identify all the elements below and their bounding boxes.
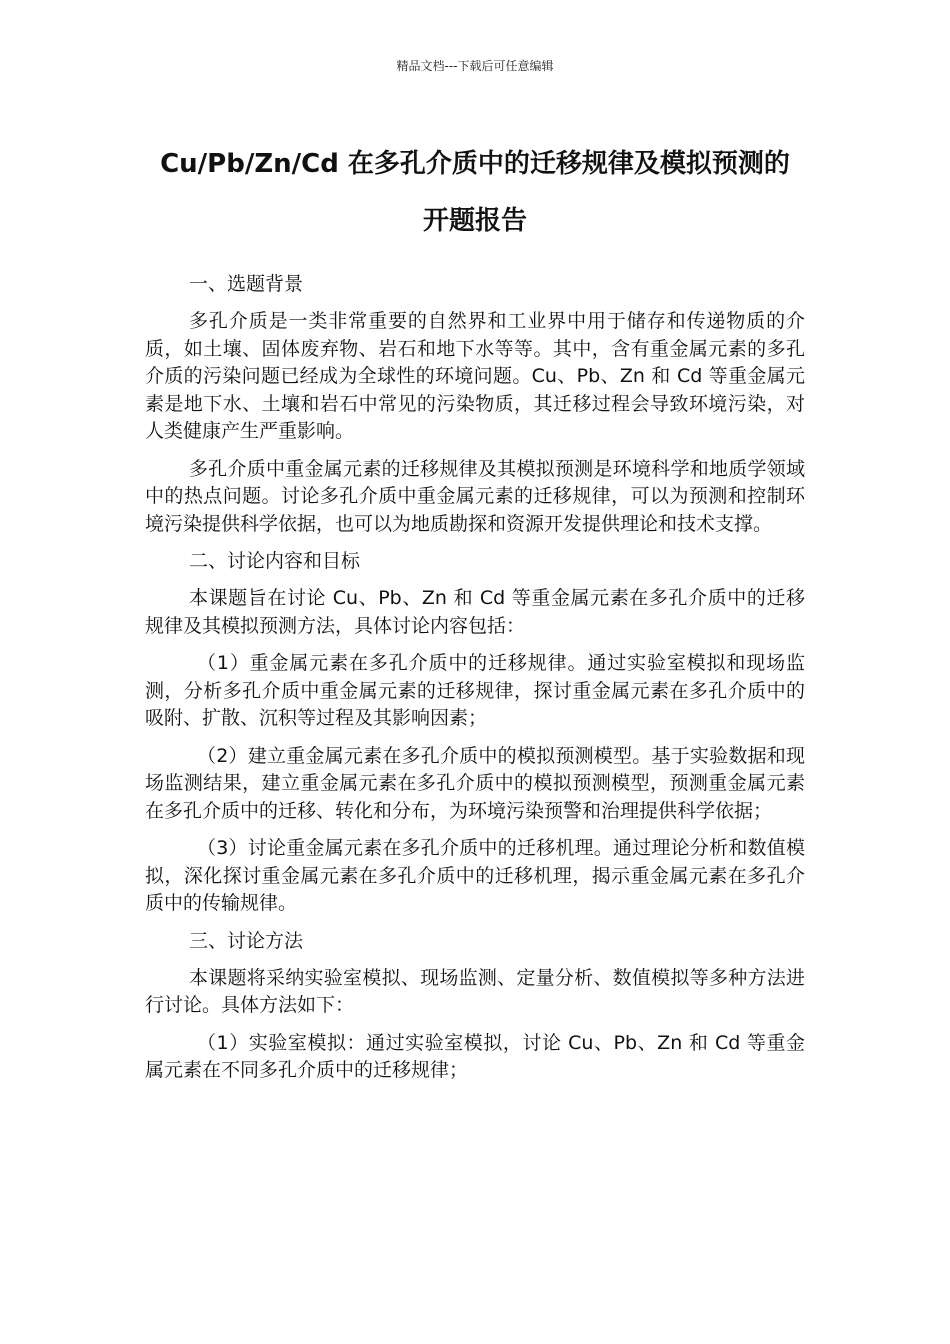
- paragraph-methods-intro: 本课题将采纳实验室模拟、现场监测、定量分析、数值模拟等多种方法进行讨论。具体方法如下：: [145, 966, 805, 1016]
- section-heading-methods: 三、讨论方法: [189, 929, 304, 952]
- section-heading-content-goals: 二、讨论内容和目标: [189, 550, 361, 572]
- paragraph-background-1: 多孔介质是一类非常重要的自然界和工业界中用于储存和传递物质的介质，如土壤、固体废弃物、岩石和地下水等等。其中，含有重金属元素的多孔介质的污染问题已经成为全球性的环境问题。Cu、Pb、Zn 和 Cd 等重金属元素是地下水、土壤和岩石中常见的污染物质，其迁移过程会导致环境污染，对人类健康产生严重影响。: [145, 310, 805, 442]
- title-line-2: 开题报告: [422, 206, 527, 236]
- section-heading-background: 一、选题背景: [189, 273, 304, 295]
- header-note: 精品文档---下载后可任意编辑: [396, 59, 554, 73]
- method-item-1: （1）实验室模拟：通过实验室模拟，讨论 Cu、Pb、Zn 和 Cd 等重金属元素在不同多孔介质中的迁移规律；: [145, 1031, 805, 1081]
- content-item-3: （3）讨论重金属元素在多孔介质中的迁移机理。通过理论分析和数值模拟，深化探讨重金属元素在多孔介质中的迁移机理，揭示重金属元素在多孔介质中的传输规律。: [145, 837, 805, 914]
- document-title: [140, 136, 810, 250]
- paragraph-content-intro: 本课题旨在讨论 Cu、Pb、Zn 和 Cd 等重金属元素在多孔介质中的迁移规律及其模拟预测方法，具体讨论内容包括：: [145, 587, 805, 637]
- title-line-1: Cu/Pb/Zn/Cd 在多孔介质中的迁移规律及模拟预测的: [160, 149, 790, 179]
- paragraph-background-2: 多孔介质中重金属元素的迁移规律及其模拟预测是环境科学和地质学领域中的热点问题。讨论多孔介质中重金属元素的迁移规律，可以为预测和控制环境污染提供科学依据，也可以为地质勘探和资源开发提供理论和技术支撑。: [145, 457, 805, 535]
- content-item-1: （1）重金属元素在多孔介质中的迁移规律。通过实验室模拟和现场监测，分析多孔介质中重金属元素的迁移规律，探讨重金属元素在多孔介质中的吸附、扩散、沉积等过程及其影响因素；: [145, 652, 805, 729]
- document-body: [145, 271, 805, 1095]
- content-item-2: （2）建立重金属元素在多孔介质中的模拟预测模型。基于实验数据和现场监测结果，建立重金属元素在多孔介质中的模拟预测模型，预测重金属元素在多孔介质中的迁移、转化和分布，为环境污染预警和治理提供科学依据；: [145, 744, 805, 822]
